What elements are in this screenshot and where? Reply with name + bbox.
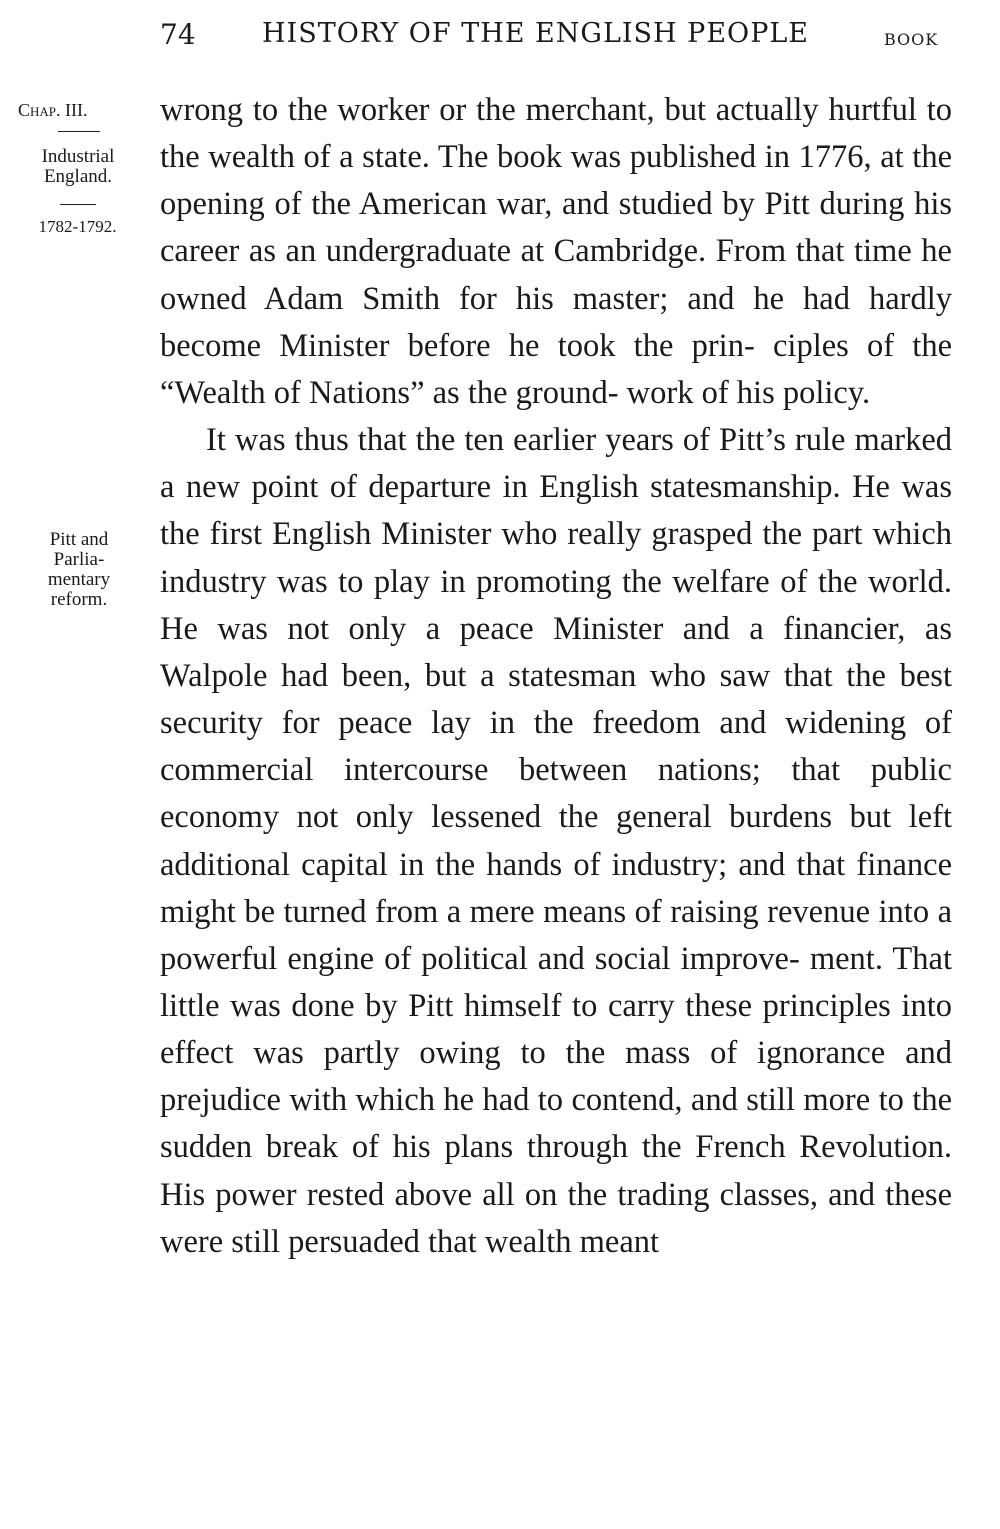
margin-divider	[58, 131, 100, 132]
paragraph-2: It was thus that the ten earlier years of Pitt’s rule marked a new point of departure in English statesmanship. He was the first English Minister who really grasped the part which industry was to play in promoting the welfare of the world. He was not only a peace Minister and a financier, as Walpole had been, but a statesman who saw that the best security for peace lay in the freedom and widening of commercial intercourse between nations; that public economy not only lessened the general burdens but left additional capital in the hands of industry; and that finance might be turned from a mere means of raising revenue into a powerful engine of political and social improve- ment. That little was done by Pitt himself to carry these principles into effect was partly owing to the mass of ignorance and prejudice with which he had to contend, and still more to the sudden break of his plans through the French Revolution. His power rested above all on the trading classes, and these were still persuaded that wealth meant	[160, 422, 952, 1260]
margin-note-pitt: Pitt and Parlia- mentary reform.	[47, 529, 111, 610]
margin-dates: 1782-1792.	[38, 217, 117, 236]
running-head	[0, 14, 1000, 58]
margin-topic: Industrial England.	[41, 146, 115, 187]
body-text	[160, 87, 952, 1266]
running-title: HISTORY OF THE ENGLISH PEOPLE	[262, 18, 809, 49]
running-book-label: BOOK	[884, 30, 939, 49]
page-number: 74	[160, 18, 196, 51]
margin-divider	[60, 204, 96, 205]
paragraph-1: wrong to the worker or the merchant, but actually hurtful to the wealth of a state. The book was published in 1776, at the opening of the American war, and studied by Pitt during his career as an undergraduate at Cambridge. From that time he owned Adam Smith for his master; and he had hardly become Minister before he took the prin- ciples of the “Wealth of Nations” as the ground- work of his policy.	[160, 92, 952, 411]
margin-chapter: Chap. III.	[18, 100, 88, 120]
